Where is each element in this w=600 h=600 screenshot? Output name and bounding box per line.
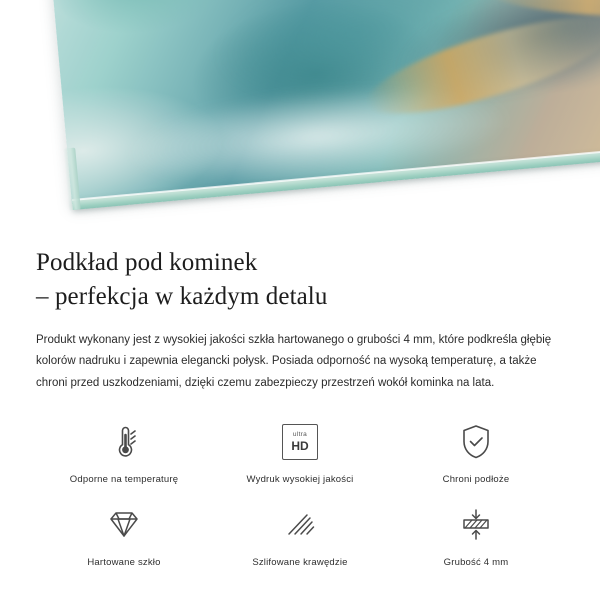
description-paragraph: Produkt wykonany jest z wysokiej jakości szkła hartowanego o grubości 4 mm, które podkreśla głębię kolorów nadruku i zapewnia elegancki połysk. Posiada odporność na wysoką temperaturę, a także chroni przed uszkodzeniami, dzięki czemu zabezpieczy przestrzeń wokół kominka na lata.	[36, 334, 552, 389]
feature-label: Chroni podłoże	[442, 473, 510, 485]
ultra-hd-bottom-label: HD	[291, 438, 309, 453]
shield-check-icon	[456, 420, 496, 464]
feature-label: Grubość 4 mm	[443, 556, 509, 568]
feature-label: Odporne na temperaturę	[69, 473, 179, 485]
feature-item-protection	[388, 420, 564, 485]
feature-item-print-quality	[212, 420, 388, 485]
sparkle-icon	[520, 172, 566, 218]
thermometer-icon	[104, 420, 144, 464]
page-title	[36, 246, 564, 314]
feature-grid	[36, 420, 564, 568]
feature-label: Wydruk wysokiej jakości	[246, 473, 354, 485]
sparkle-icon-small	[548, 186, 576, 214]
thickness-arrows-icon	[455, 503, 497, 547]
polished-edge-icon	[279, 503, 321, 547]
diamond-icon	[103, 503, 145, 547]
content-block	[0, 246, 600, 568]
feature-label: Szlifowane krawędzie	[252, 556, 348, 568]
feature-item-temperature	[36, 420, 212, 485]
feature-item-thickness	[388, 503, 564, 568]
headline-line-2: – perfekcja w każdym detalu	[36, 283, 328, 310]
headline-line-1: Podkład pod kominek	[36, 249, 258, 276]
marble-print-panel	[45, 0, 600, 204]
ultra-hd-top-label: ultra	[292, 431, 308, 439]
ultra-hd-icon	[282, 420, 318, 464]
feature-item-polished-edges	[212, 503, 388, 568]
feature-item-tempered-glass	[36, 503, 212, 568]
feature-label: Hartowane szkło	[87, 556, 161, 568]
hero-image	[0, 0, 600, 228]
glass-panel-composition	[0, 0, 600, 228]
